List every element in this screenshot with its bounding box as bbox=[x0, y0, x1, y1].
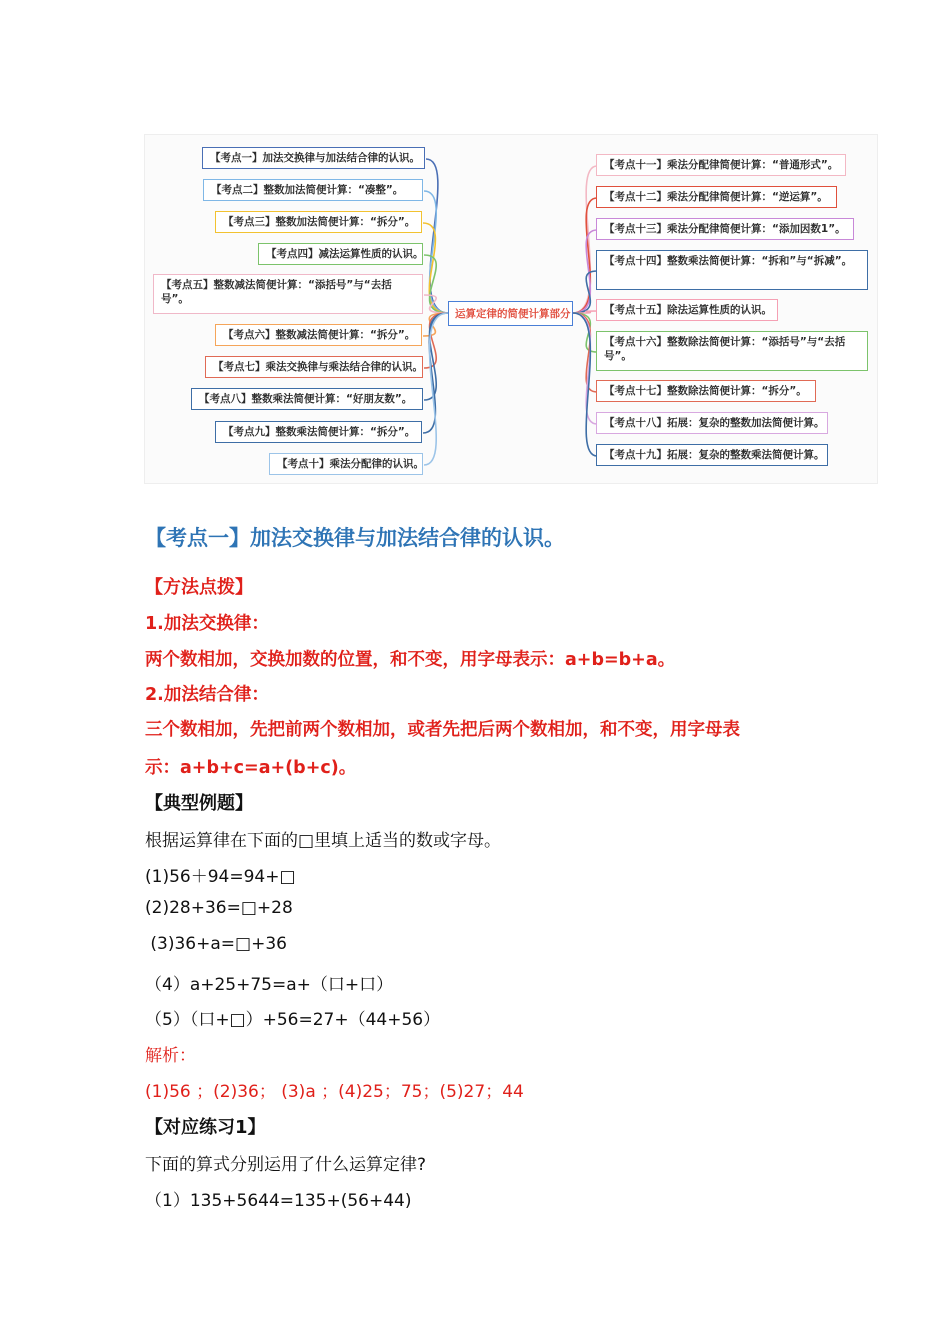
example-prompt: 根据运算律在下面的□里填上适当的数或字母。 bbox=[145, 831, 502, 851]
mindmap-node-right-2: 【考点十二】乘法分配律简便计算：“逆运算”。 bbox=[596, 186, 837, 208]
mindmap-center-node: 运算定律的简便计算部分 bbox=[448, 301, 573, 326]
practice-prompt: 下面的算式分别运用了什么运算定律? bbox=[145, 1155, 427, 1175]
mindmap-node-right-9: 【考点十九】拓展：复杂的整数乘法简便计算。 bbox=[596, 444, 828, 466]
analysis-label: 解析： bbox=[145, 1046, 196, 1066]
method-line-4: 三个数相加，先把前两个数相加，或者先把后两个数相加，和不变，用字母表 bbox=[145, 720, 740, 740]
mindmap-node-left-10: 【考点十】乘法分配律的认识。 bbox=[269, 453, 423, 475]
mind-map-figure bbox=[144, 134, 878, 484]
mindmap-node-left-1: 【考点一】加法交换律与加法结合律的认识。 bbox=[202, 147, 425, 169]
practice-item-1: （1）135+5644=135+(56+44) bbox=[145, 1191, 412, 1211]
branch-right-9 bbox=[573, 313, 597, 456]
mindmap-node-right-3: 【考点十三】乘法分配律简便计算：“添加因数1”。 bbox=[596, 218, 854, 240]
method-heading: 【方法点拨】 bbox=[145, 577, 253, 598]
analysis-answer: (1)56 ；(2)36； (3)a ；(4)25；75；(5)27；44 bbox=[145, 1082, 524, 1102]
mindmap-node-right-7: 【考点十七】整数除法简便计算：“拆分”。 bbox=[596, 380, 816, 402]
example-item-4: （4）a+25+75=a+（口+口） bbox=[145, 975, 394, 995]
method-line-2: 两个数相加，交换加数的位置，和不变，用字母表示：a+b=b+a。 bbox=[145, 650, 676, 670]
example-heading: 【典型例题】 bbox=[145, 793, 253, 814]
method-line-3: 2.加法结合律： bbox=[145, 685, 269, 705]
mindmap-node-left-7: 【考点七】乘法交换律与乘法结合律的认识。 bbox=[205, 356, 423, 378]
mindmap-node-left-9: 【考点九】整数乘法简便计算：“拆分”。 bbox=[215, 421, 422, 443]
mindmap-node-left-8: 【考点八】整数乘法简便计算：“好朋友数”。 bbox=[191, 388, 423, 410]
example-item-3: (3)36+a=□+36 bbox=[145, 934, 287, 954]
practice-heading: 【对应练习1】 bbox=[145, 1117, 266, 1138]
mindmap-node-right-8: 【考点十八】拓展：复杂的整数加法简便计算。 bbox=[596, 412, 828, 434]
mindmap-node-left-4: 【考点四】减法运算性质的认识。 bbox=[258, 243, 423, 265]
mindmap-node-right-1: 【考点十一】乘法分配律简便计算：“普通形式”。 bbox=[596, 154, 846, 176]
branch-left-4 bbox=[424, 255, 448, 313]
method-line-5: 示：a+b+c=a+(b+c)。 bbox=[145, 758, 357, 778]
mindmap-node-left-6: 【考点六】整数减法简便计算：“拆分”。 bbox=[215, 324, 422, 346]
branch-right-2 bbox=[573, 198, 597, 313]
mindmap-node-right-5: 【考点十五】除法运算性质的认识。 bbox=[596, 299, 778, 321]
example-item-1: (1)56＋94=94+□ bbox=[145, 867, 296, 887]
example-item-2: (2)28+36=□+28 bbox=[145, 898, 293, 918]
mindmap-node-left-2: 【考点二】整数加法简便计算：“凑整”。 bbox=[203, 179, 423, 201]
section-title: 【考点一】加法交换律与加法结合律的认识。 bbox=[145, 526, 565, 550]
mindmap-node-right-6: 【考点十六】整数除法简便计算：“添括号”与“去括号”。 bbox=[596, 331, 868, 371]
mindmap-node-left-5: 【考点五】整数减法简便计算：“添括号”与“去括号”。 bbox=[153, 274, 423, 314]
mindmap-node-left-3: 【考点三】整数加法简便计算：“拆分”。 bbox=[215, 211, 422, 233]
branch-right-1 bbox=[573, 166, 597, 313]
branch-right-8 bbox=[573, 313, 597, 424]
mindmap-node-right-4: 【考点十四】整数乘法简便计算：“拆和”与“拆减”。 bbox=[596, 250, 868, 290]
method-line-1: 1.加法交换律： bbox=[145, 614, 269, 634]
example-item-5: （5）（口+□）+56=27+（44+56） bbox=[145, 1010, 441, 1030]
branch-left-7 bbox=[424, 313, 448, 368]
